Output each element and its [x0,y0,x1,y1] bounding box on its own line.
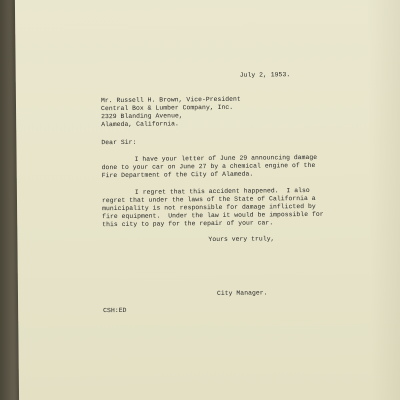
recipient-name-line: Mr. Russell H. Brown, Vice-President [100,95,241,105]
recipient-city-line: Alameda, California. [101,120,179,129]
body-line-7: fire equipment. Under the law it would be impossible for [102,210,324,221]
body-line-8: this city to pay for the repair of your car. [102,219,274,229]
letter-date: July 2, 1953. [239,71,291,79]
body-line-5: regret that under the laws of the State of California a [101,194,316,205]
typist-initials: CSH:ED [103,306,127,315]
recipient-street-line: 2329 Blanding Avenue, [101,112,183,121]
letter-sheet [15,0,400,400]
recipient-company-line: Central Box & Lumber Company, Inc. [101,103,234,113]
body-line-6: municipality is not responsible for damage inflicted by [102,202,316,213]
signature-title: City Manager. [216,289,268,297]
salutation: Dear Sir: [101,138,137,147]
body-line-3: Fire Department of the City of Alameda. [101,170,254,180]
closing: Yours very truly, [208,235,275,244]
body-line-4: I regret that this accident happened. I also [134,186,310,196]
body-line-1: I have your letter of June 29 announcing damage [134,153,318,163]
body-line-2: done to your car on June 27 by a chemical engine of the [101,161,316,172]
